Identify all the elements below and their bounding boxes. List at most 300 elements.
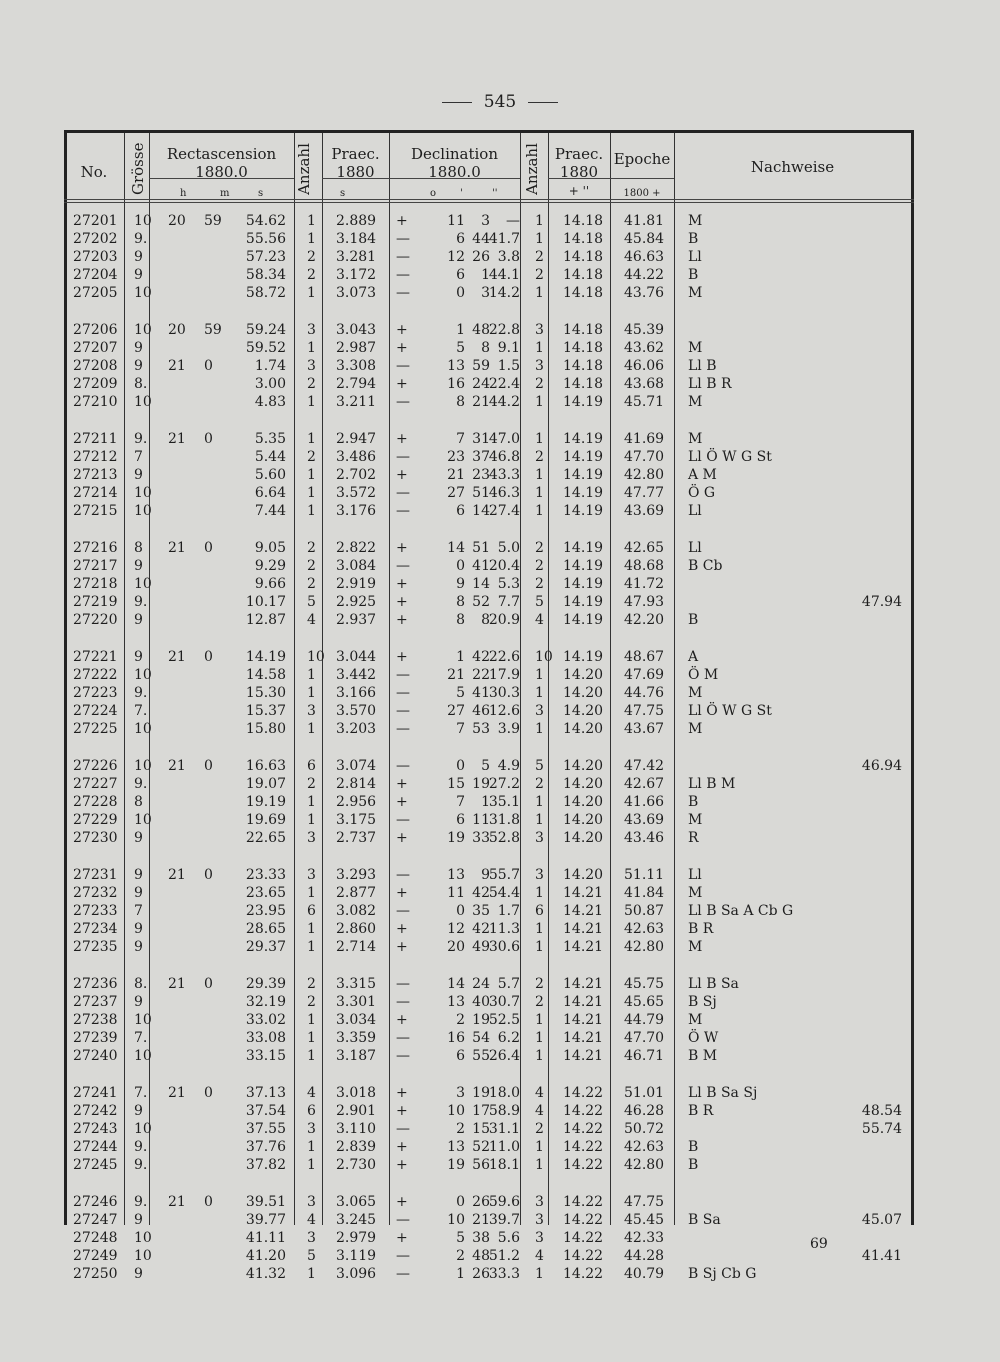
cell-ep: 43.62	[624, 340, 665, 357]
table-row	[0, 1030, 1000, 1049]
cell-ds: +	[396, 776, 408, 793]
cell-pr2: 14.20	[563, 776, 604, 793]
header-praec-unit: s	[340, 188, 346, 199]
cell-an2: 1	[535, 1266, 544, 1283]
cell-ds: —	[396, 1048, 410, 1065]
cell-no: 27216	[73, 540, 118, 556]
header-ra-h: h	[180, 188, 187, 199]
cell-dd: 20	[447, 939, 465, 956]
cell-dsec: 6.2	[497, 1030, 520, 1047]
cell-m: 0	[204, 1194, 213, 1210]
cell-ep: 42.63	[624, 1139, 665, 1156]
cell-s: 9.29	[254, 558, 286, 575]
cell-an: 2	[307, 576, 316, 593]
cell-dsec: 55.7	[488, 867, 520, 883]
cell-s: 33.15	[245, 1048, 286, 1065]
cell-na: M	[688, 431, 703, 447]
cell-dd: 21	[447, 467, 465, 484]
cell-pr2: 14.20	[563, 830, 604, 847]
cell-ds: —	[396, 1121, 410, 1138]
cell-dd: 11	[447, 213, 465, 229]
cell-dd: 5	[456, 685, 465, 702]
cell-dd: 0	[456, 758, 465, 774]
cell-dsec: 4.9	[497, 758, 520, 774]
cell-ds: +	[396, 794, 408, 811]
cell-an: 1	[307, 939, 316, 956]
table-row	[0, 685, 1000, 704]
cell-ds: —	[396, 1030, 410, 1047]
cell-an2: 1	[535, 394, 544, 411]
cell-s: 59.52	[245, 340, 286, 357]
cell-dsec: 7.7	[497, 594, 520, 611]
cell-an: 1	[307, 213, 316, 229]
cell-na: Ll B M	[688, 776, 736, 793]
cell-na: B	[688, 1157, 699, 1174]
cell-s: 28.65	[245, 921, 286, 938]
cell-dd: 6	[456, 503, 465, 520]
cell-dd: 1	[456, 1266, 465, 1283]
cell-gr: 7.	[134, 1030, 148, 1047]
cell-ep: 47.42	[624, 758, 665, 774]
cell-s: 37.13	[245, 1085, 286, 1101]
cell-dsec: 51.2	[488, 1248, 520, 1265]
cell-no: 27227	[73, 776, 118, 793]
cell-na: Ll	[688, 503, 702, 520]
cell-s: 41.20	[245, 1248, 286, 1265]
cell-ep: 48.68	[624, 558, 665, 575]
cell-ds: —	[396, 667, 410, 684]
cell-an2: 1	[535, 1139, 544, 1156]
cell-an: 1	[307, 885, 316, 902]
cell-dsec: 17.9	[488, 667, 520, 684]
cell-na: B Sj	[688, 994, 717, 1011]
cell-pr: 2.925	[336, 594, 377, 611]
table-row	[0, 994, 1000, 1013]
cell-dm: 37	[472, 449, 490, 466]
table-row	[0, 1103, 1000, 1122]
cell-ds: —	[396, 758, 410, 774]
cell-ds: +	[396, 376, 408, 393]
cell-gr: 9.	[134, 594, 148, 611]
cell-pr2: 14.21	[563, 994, 604, 1011]
cell-gr: 9	[134, 1266, 143, 1283]
cell-na: B M	[688, 1048, 718, 1065]
cell-no: 27209	[73, 376, 118, 393]
header-decl-sec: ''	[492, 188, 498, 199]
cell-dd: 15	[447, 776, 465, 793]
cell-ds: —	[396, 1212, 410, 1229]
cell-an: 3	[307, 830, 316, 847]
cell-dm: 24	[472, 976, 490, 992]
cell-ds: +	[396, 1157, 408, 1174]
cell-pr2: 14.18	[563, 231, 604, 248]
cell-pr2: 14.20	[563, 685, 604, 702]
cell-m: 0	[204, 649, 213, 665]
table-row	[0, 921, 1000, 940]
cell-pr2: 14.21	[563, 1048, 604, 1065]
cell-na: M	[688, 812, 703, 829]
cell-ep: 42.80	[624, 1157, 665, 1174]
cell-dm: 44	[472, 231, 490, 248]
cell-dm: 26	[472, 1194, 490, 1210]
cell-ep: 46.71	[624, 1048, 665, 1065]
cell-ep: 42.63	[624, 921, 665, 938]
cell-ep: 42.80	[624, 467, 665, 484]
cell-an2: 3	[535, 1230, 544, 1247]
cell-h: 21	[168, 976, 186, 992]
cell-dm: 14	[472, 576, 490, 593]
cell-no: 27201	[73, 213, 118, 229]
cell-an: 1	[307, 1139, 316, 1156]
cell-s: 23.65	[245, 885, 286, 902]
header-rectascension: Rectascension	[166, 145, 277, 163]
cell-gr: 10	[134, 1012, 152, 1029]
cell-ep: 51.01	[624, 1085, 665, 1101]
cell-pr: 3.301	[336, 994, 377, 1011]
cell-dsec: 18.1	[488, 1157, 520, 1174]
cell-no: 27249	[73, 1248, 118, 1265]
cell-dm: 42	[472, 921, 490, 938]
cell-pr: 2.822	[336, 540, 377, 556]
cell-na: M	[688, 885, 703, 902]
cell-pr: 3.442	[336, 667, 377, 684]
cell-an2: 1	[535, 885, 544, 902]
header-anzahl: Anzahl	[295, 143, 313, 195]
cell-an2: 2	[535, 976, 544, 992]
cell-s: 5.60	[254, 467, 286, 484]
cell-ex: 47.94	[861, 594, 902, 611]
cell-pr: 3.096	[336, 1266, 377, 1283]
cell-pr2: 14.19	[563, 485, 604, 502]
cell-an: 3	[307, 322, 316, 338]
cell-ep: 43.68	[624, 376, 665, 393]
cell-ds: +	[396, 322, 408, 338]
cell-dm: 8	[481, 340, 490, 357]
cell-an: 2	[307, 976, 316, 992]
cell-gr: 9	[134, 612, 143, 629]
cell-dsec: 59.6	[488, 1194, 520, 1210]
cell-gr: 9.	[134, 685, 148, 702]
cell-dsec: 22.6	[488, 649, 520, 665]
page-number-text: 545	[483, 92, 517, 112]
cell-s: 19.07	[245, 776, 286, 793]
cell-dm: 40	[472, 994, 490, 1011]
cell-dsec: 46.3	[488, 485, 520, 502]
table-row	[0, 776, 1000, 795]
cell-an2: 1	[535, 794, 544, 811]
cell-an: 4	[307, 1085, 316, 1101]
cell-gr: 9.	[134, 231, 148, 248]
cell-an2: 1	[535, 340, 544, 357]
cell-dd: 13	[447, 1139, 465, 1156]
cell-s: 4.83	[254, 394, 286, 411]
cell-s: 22.65	[245, 830, 286, 847]
cell-no: 27247	[73, 1212, 118, 1229]
cell-an: 2	[307, 376, 316, 393]
cell-an2: 1	[535, 721, 544, 738]
cell-gr: 7.	[134, 1085, 148, 1101]
table-row	[0, 285, 1000, 304]
cell-ep: 47.93	[624, 594, 665, 611]
cell-na: Ll B	[688, 358, 717, 375]
cell-dd: 6	[456, 812, 465, 829]
cell-an2: 4	[535, 1248, 544, 1265]
cell-ep: 45.39	[624, 322, 665, 338]
cell-ep: 43.69	[624, 812, 665, 829]
cell-ds: +	[396, 1194, 408, 1210]
cell-dm: 52	[472, 594, 490, 611]
cell-s: 5.35	[254, 431, 286, 447]
cell-an: 3	[307, 703, 316, 720]
table-row	[0, 721, 1000, 740]
cell-ep: 44.28	[624, 1248, 665, 1265]
cell-ds: +	[396, 649, 408, 665]
header-praec-year: 1880	[336, 163, 375, 181]
cell-dm: 46	[472, 703, 490, 720]
cell-dd: 2	[456, 1248, 465, 1265]
cell-h: 21	[168, 358, 186, 375]
cell-an2: 2	[535, 267, 544, 284]
cell-ep: 45.65	[624, 994, 665, 1011]
table-row	[0, 231, 1000, 250]
cell-dd: 0	[456, 903, 465, 920]
cell-no: 27207	[73, 340, 118, 357]
cell-ex: 46.94	[861, 758, 902, 774]
cell-dsec: 1.5	[497, 358, 520, 375]
table-row	[0, 758, 1000, 777]
cell-na: B R	[688, 921, 714, 938]
cell-s: 9.05	[254, 540, 286, 556]
cell-pr2: 14.18	[563, 340, 604, 357]
cell-s: 16.63	[245, 758, 286, 774]
cell-an: 5	[307, 594, 316, 611]
cell-an2: 3	[535, 358, 544, 375]
cell-dd: 9	[456, 576, 465, 593]
cell-pr2: 14.20	[563, 794, 604, 811]
cell-dsec: 12.6	[488, 703, 520, 720]
cell-s: 33.08	[245, 1030, 286, 1047]
cell-h: 21	[168, 1085, 186, 1101]
cell-ds: +	[396, 939, 408, 956]
cell-pr2: 14.20	[563, 758, 604, 774]
cell-ds: —	[396, 485, 410, 502]
cell-pr: 3.110	[336, 1121, 377, 1138]
cell-ep: 47.75	[624, 703, 665, 720]
cell-an2: 10	[535, 649, 553, 665]
cell-ep: 40.79	[624, 1266, 665, 1283]
cell-na: B	[688, 231, 699, 248]
table-row	[0, 485, 1000, 504]
cell-dd: 21	[447, 667, 465, 684]
cell-s: 33.02	[245, 1012, 286, 1029]
cell-pr: 3.065	[336, 1194, 377, 1210]
cell-pr: 2.714	[336, 939, 377, 956]
cell-no: 27221	[73, 649, 118, 665]
cell-dd: 8	[456, 612, 465, 629]
cell-pr2: 14.20	[563, 721, 604, 738]
cell-gr: 7.	[134, 703, 148, 720]
cell-pr: 3.572	[336, 485, 377, 502]
cell-ep: 41.84	[624, 885, 665, 902]
cell-gr: 10	[134, 213, 152, 229]
cell-dd: 2	[456, 1121, 465, 1138]
cell-an2: 1	[535, 1012, 544, 1029]
cell-s: 3.00	[254, 376, 286, 393]
cell-pr2: 14.18	[563, 249, 604, 266]
cell-dm: 3	[481, 285, 490, 302]
cell-ep: 41.72	[624, 576, 665, 593]
cell-an: 1	[307, 1048, 316, 1065]
cell-pr2: 14.22	[563, 1266, 604, 1283]
table-row	[0, 1212, 1000, 1231]
cell-ds: +	[396, 540, 408, 556]
table-row	[0, 322, 1000, 341]
cell-gr: 9.	[134, 776, 148, 793]
cell-dsec: 47.0	[488, 431, 520, 447]
cell-an2: 1	[535, 503, 544, 520]
cell-ep: 50.87	[624, 903, 665, 920]
cell-ds: —	[396, 721, 410, 738]
cell-dd: 5	[456, 340, 465, 357]
cell-dsec: 5.6	[497, 1230, 520, 1247]
cell-dsec: 11.0	[488, 1139, 520, 1156]
cell-dsec: 31.8	[488, 812, 520, 829]
cell-no: 27215	[73, 503, 118, 520]
cell-no: 27231	[73, 867, 118, 883]
cell-dm: 3	[481, 213, 490, 229]
cell-gr: 10	[134, 1121, 152, 1138]
cell-an2: 1	[535, 231, 544, 248]
table-row	[0, 594, 1000, 613]
cell-an: 1	[307, 921, 316, 938]
cell-gr: 8.	[134, 376, 148, 393]
cell-an: 1	[307, 667, 316, 684]
cell-dd: 6	[456, 1048, 465, 1065]
table-row	[0, 213, 1000, 232]
cell-dd: 10	[447, 1212, 465, 1229]
table-row	[0, 649, 1000, 668]
cell-gr: 9	[134, 1212, 143, 1229]
cell-no: 27243	[73, 1121, 118, 1138]
cell-gr: 9.	[134, 1194, 148, 1210]
cell-gr: 10	[134, 485, 152, 502]
cell-ds: —	[396, 1248, 410, 1265]
cell-ep: 44.79	[624, 1012, 665, 1029]
header-epoche-unit: 1800 +	[623, 188, 661, 199]
cell-dm: 19	[472, 1012, 490, 1029]
cell-gr: 9	[134, 267, 143, 284]
cell-an: 10	[307, 649, 325, 665]
cell-gr: 9	[134, 994, 143, 1011]
cell-na: M	[688, 213, 703, 229]
cell-dm: 55	[472, 1048, 490, 1065]
table-row	[0, 794, 1000, 813]
cell-dsec: 22.8	[488, 322, 520, 338]
cell-pr: 3.359	[336, 1030, 377, 1047]
cell-na: Ll	[688, 540, 702, 556]
cell-ex: 55.74	[861, 1121, 902, 1138]
cell-gr: 9	[134, 1103, 143, 1120]
cell-ep: 41.81	[624, 213, 665, 229]
cell-an: 2	[307, 540, 316, 556]
cell-pr2: 14.18	[563, 285, 604, 302]
cell-dm: 31	[472, 431, 490, 447]
cell-h: 21	[168, 431, 186, 447]
table-row	[0, 249, 1000, 268]
cell-an: 2	[307, 449, 316, 466]
cell-no: 27240	[73, 1048, 118, 1065]
cell-no: 27245	[73, 1157, 118, 1174]
cell-na: M	[688, 939, 703, 956]
cell-pr2: 14.22	[563, 1157, 604, 1174]
header-praec-2: Praec.	[554, 145, 604, 163]
cell-gr: 10	[134, 1048, 152, 1065]
cell-pr2: 14.21	[563, 885, 604, 902]
cell-s: 5.44	[254, 449, 286, 466]
cell-pr: 2.702	[336, 467, 377, 484]
cell-gr: 10	[134, 322, 152, 338]
cell-s: 37.82	[245, 1157, 286, 1174]
cell-pr2: 14.19	[563, 467, 604, 484]
header-anzahl-2: Anzahl	[523, 143, 541, 195]
cell-pr2: 14.19	[563, 540, 604, 556]
cell-an2: 3	[535, 703, 544, 720]
cell-pr2: 14.19	[563, 449, 604, 466]
table-row	[0, 576, 1000, 595]
cell-dm: 8	[481, 612, 490, 629]
cell-na: B	[688, 1139, 699, 1156]
cell-pr: 3.043	[336, 322, 377, 338]
cell-an2: 5	[535, 758, 544, 774]
cell-pr: 2.839	[336, 1139, 377, 1156]
cell-dm: 1	[481, 267, 490, 284]
header-epoche: Epoche	[613, 150, 671, 168]
cell-ep: 42.65	[624, 540, 665, 556]
header-ra-s: s	[258, 188, 264, 199]
cell-no: 27205	[73, 285, 118, 302]
cell-dm: 48	[472, 1248, 490, 1265]
cell-gr: 10	[134, 721, 152, 738]
cell-an: 2	[307, 249, 316, 266]
cell-an2: 4	[535, 612, 544, 629]
cell-an2: 2	[535, 994, 544, 1011]
cell-no: 27211	[73, 431, 118, 447]
cell-pr: 3.084	[336, 558, 377, 575]
cell-ep: 43.69	[624, 503, 665, 520]
table-row	[0, 431, 1000, 450]
cell-ep: 42.80	[624, 939, 665, 956]
cell-an2: 1	[535, 431, 544, 447]
cell-pr: 3.570	[336, 703, 377, 720]
cell-dd: 0	[456, 1194, 465, 1210]
cell-na: Ll Ö W G St	[688, 449, 772, 466]
cell-no: 27213	[73, 467, 118, 484]
cell-s: 23.95	[245, 903, 286, 920]
cell-ds: —	[396, 685, 410, 702]
cell-dsec: 3.9	[497, 721, 520, 738]
cell-ds: —	[396, 503, 410, 520]
cell-pr: 3.172	[336, 267, 377, 284]
cell-dm: 52	[472, 1139, 490, 1156]
cell-an2: 3	[535, 322, 544, 338]
cell-dm: 42	[472, 649, 490, 665]
cell-na: Ll B Sa Sj	[688, 1085, 758, 1101]
cell-pr2: 14.21	[563, 903, 604, 920]
cell-gr: 9	[134, 249, 143, 266]
cell-ds: —	[396, 267, 410, 284]
cell-s: 37.76	[245, 1139, 286, 1156]
cell-dd: 3	[456, 1085, 465, 1101]
